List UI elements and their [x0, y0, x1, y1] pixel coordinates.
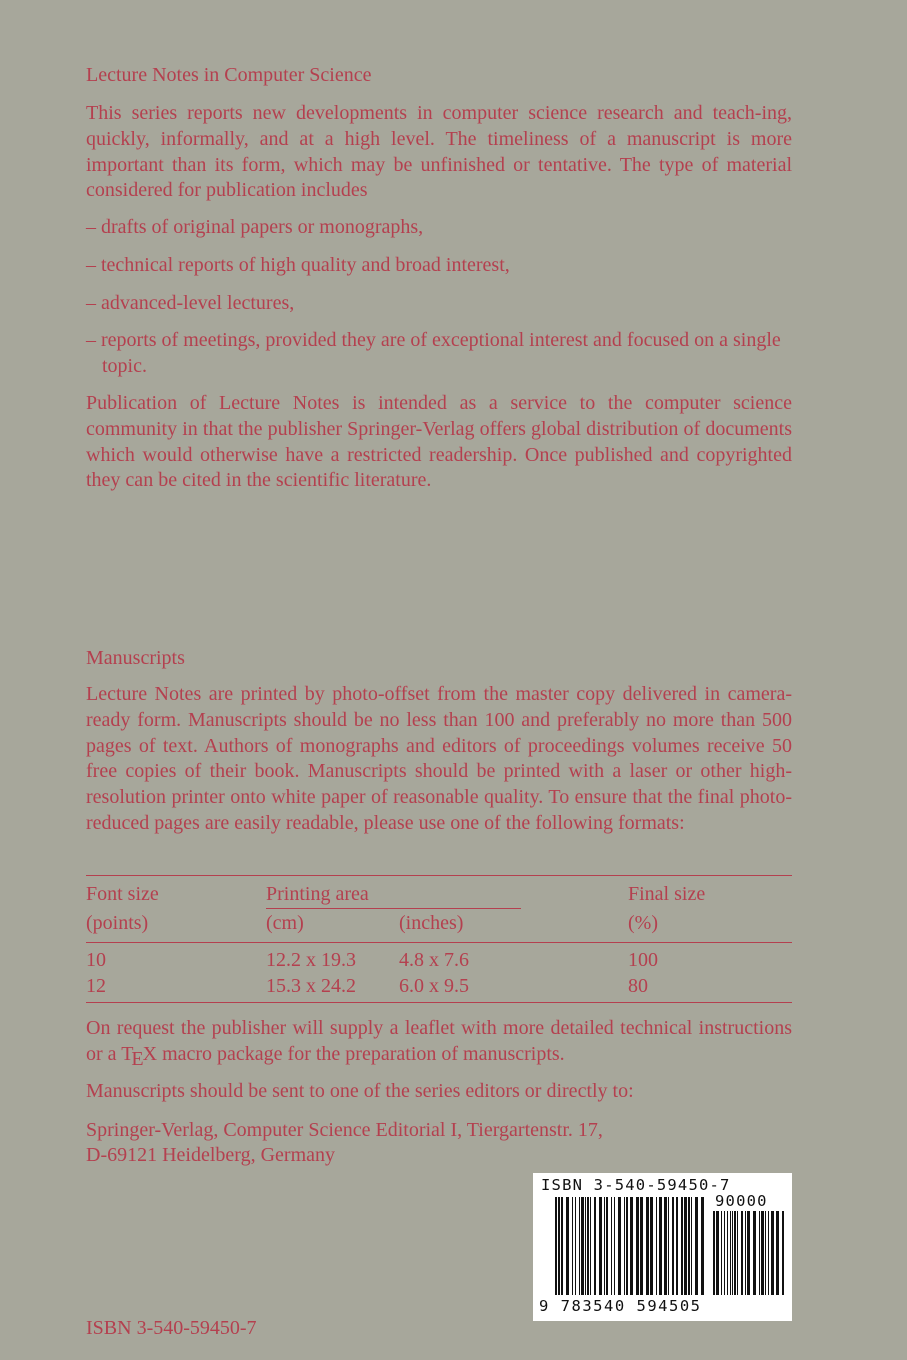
- publication-paragraph: Publication of Lecture Notes is intended as a service to the computer science community in that the publisher Springer-Verlag offers global distribution of documents which would otherwise have a restricted readership. Once published and copyrighted they can be cited in the scientific literature.: [86, 392, 792, 492]
- barcode-addon-bar: [745, 1211, 746, 1295]
- barcode-bar: [581, 1197, 584, 1295]
- barcode-addon-bar: [759, 1211, 760, 1295]
- header-cm: (cm): [266, 912, 304, 934]
- list-item: – reports of meetings, provided they are of exceptional interest and focused on a single topic.: [86, 328, 792, 380]
- manuscripts-title: Manuscripts: [86, 647, 185, 669]
- barcode-bar: [672, 1197, 674, 1295]
- barcode-addon-bar: [721, 1211, 722, 1295]
- barcode-bar: [575, 1197, 576, 1295]
- series-intro: This series reports new developments in computer science research and teach-ing, quickly, informally, and at a high level. The timeliness of a manuscript is more important than its form, which may be unfinished or tentative. The type of material considered for publication includes: [86, 102, 792, 202]
- barcode-addon-bar: [730, 1211, 731, 1295]
- barcode-bar: [664, 1197, 667, 1295]
- barcode-bar: [668, 1197, 669, 1295]
- barcode-bar: [650, 1197, 653, 1295]
- barcode-bar: [695, 1197, 698, 1295]
- barcode-bar: [579, 1197, 580, 1295]
- barcode-addon-bar: [761, 1211, 764, 1295]
- manuscripts-body: Lecture Notes are printed by photo-offset from the master copy delivered in camera-ready form. Manuscripts should be no less than 100 and preferably no more than 500 pages of text. Authors of monographs and editors of proceedings volumes receive 50 free copies of their book. Manuscripts should be printed with a laser or other high-resolution printer onto white paper of reasonable quality. To ensure that the final photo-reduced pages are easily readable, please use one of the following formats:: [86, 683, 792, 834]
- publication-types-list: [86, 215, 792, 392]
- barcode-addon-bar: [747, 1211, 750, 1295]
- barcode-bar: [640, 1197, 643, 1295]
- barcode-addon-bar: [776, 1211, 779, 1295]
- barcode-bar: [604, 1197, 605, 1295]
- barcode-bar: [618, 1197, 621, 1295]
- table-row-cm: 12.2 x 19.3: [266, 949, 356, 971]
- table-row-inches: 4.8 x 7.6: [399, 949, 469, 971]
- barcode-price-code: 90000: [715, 1192, 768, 1210]
- send-to-line: Manuscripts should be sent to one of the series editors or directly to:: [86, 1080, 634, 1102]
- series-title: Lecture Notes in Computer Science: [86, 64, 372, 86]
- barcode-addon-bar: [716, 1211, 719, 1295]
- barcode-bar: [572, 1197, 573, 1295]
- barcode-bar: [594, 1197, 596, 1295]
- barcode-bar: [606, 1197, 608, 1295]
- barcode-addon-bar: [734, 1211, 736, 1295]
- barcode-addon-bar: [713, 1211, 715, 1295]
- list-item: – technical reports of high quality and broad interest,: [86, 253, 792, 279]
- barcode-bar: [611, 1197, 612, 1295]
- barcode-addon-bar: [727, 1211, 728, 1295]
- barcode-addon-bar: [771, 1211, 774, 1295]
- barcode-addon-bar: [768, 1211, 769, 1295]
- barcode-bar: [587, 1197, 589, 1295]
- table-row-inches: 6.0 x 9.5: [399, 975, 469, 997]
- barcode-isbn-label: ISBN 3-540-59450-7: [541, 1176, 731, 1194]
- list-item: – drafts of original papers or monographs,: [86, 215, 792, 241]
- table-row-final: 100: [628, 949, 658, 971]
- barcode-bar: [585, 1197, 586, 1295]
- address-line-1: Springer-Verlag, Computer Science Editorial I, Tiergartenstr. 17,: [86, 1119, 603, 1141]
- barcode-bar: [558, 1197, 560, 1295]
- printing-area-rule: [266, 908, 521, 909]
- barcode-bar: [590, 1197, 591, 1295]
- barcode: [533, 1173, 792, 1321]
- barcode-bar: [681, 1197, 683, 1295]
- table-top-rule: [86, 875, 792, 876]
- barcode-bar: [701, 1197, 704, 1295]
- barcode-bar: [626, 1197, 628, 1295]
- footer-isbn: ISBN 3-540-59450-7: [86, 1317, 257, 1339]
- barcode-bar: [561, 1197, 563, 1295]
- barcode-bar: [656, 1197, 657, 1295]
- barcode-bar: [624, 1197, 625, 1295]
- table-bottom-rule: [86, 1002, 792, 1003]
- table-header-rule: [86, 942, 792, 943]
- barcode-bar: [646, 1197, 649, 1295]
- barcode-bar: [630, 1197, 633, 1295]
- header-final-size: Final size: [628, 883, 706, 905]
- barcode-addon-bar: [732, 1211, 733, 1295]
- header-points: (points): [86, 912, 149, 934]
- barcode-bar: [636, 1197, 639, 1295]
- header-font-size: Font size: [86, 883, 159, 905]
- barcode-addon-bar: [741, 1211, 743, 1295]
- table-row-font: 10: [86, 949, 106, 971]
- barcode-bar: [676, 1197, 678, 1295]
- barcode-addon-bar: [765, 1211, 766, 1295]
- table-row-cm: 15.3 x 24.2: [266, 975, 356, 997]
- address-line-2: D-69121 Heidelberg, Germany: [86, 1144, 336, 1166]
- table-row-final: 80: [628, 975, 648, 997]
- barcode-ean-digits: 9 783540 594505: [539, 1297, 702, 1315]
- barcode-bar: [566, 1197, 569, 1295]
- barcode-addon-bar: [724, 1211, 725, 1295]
- barcode-bar: [555, 1197, 557, 1295]
- barcode-bar: [659, 1197, 662, 1295]
- barcode-addon-bar: [737, 1211, 738, 1295]
- table-row-font: 12: [86, 975, 106, 997]
- barcode-bar: [684, 1197, 687, 1295]
- tex-logo: TEX: [121, 1042, 158, 1070]
- barcode-bar: [614, 1197, 615, 1295]
- barcode-addon-bar: [782, 1211, 784, 1295]
- barcode-bar: [691, 1197, 692, 1295]
- header-inches: (inches): [399, 912, 464, 934]
- list-item: – advanced-level lectures,: [86, 291, 792, 317]
- header-printing-area: Printing area: [266, 883, 369, 905]
- barcode-bar: [688, 1197, 690, 1295]
- barcode-bar: [599, 1197, 602, 1295]
- header-percent: (%): [628, 912, 658, 934]
- request-paragraph: On request the publisher will supply a leaflet with more detailed technical instructions or a TEX macro package for the preparation of manuscripts.: [86, 1017, 792, 1070]
- barcode-addon-bar: [753, 1211, 756, 1295]
